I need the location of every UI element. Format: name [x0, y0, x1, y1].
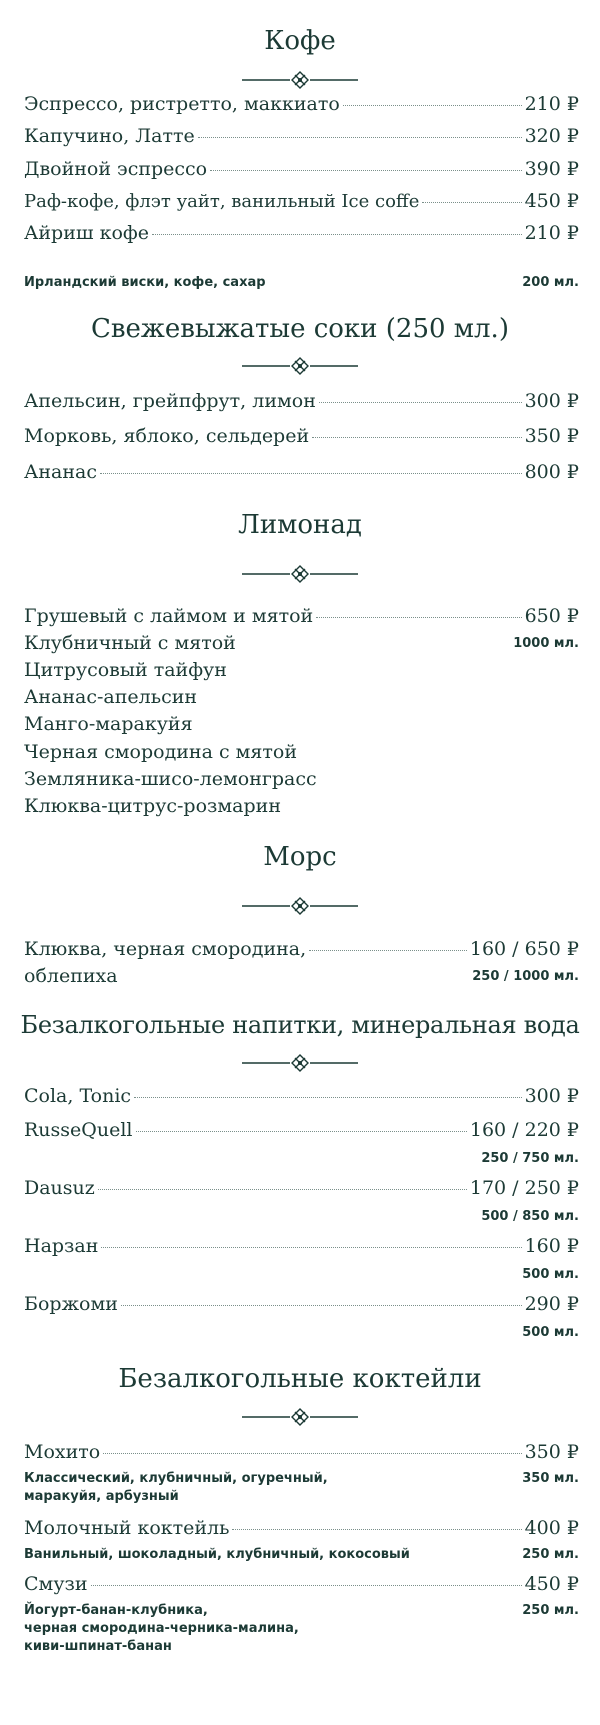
menu-item	[24, 389, 579, 413]
item-price: 160 / 220 ₽	[469, 1119, 579, 1141]
dot-leader	[103, 1453, 521, 1454]
dot-leader	[210, 170, 521, 171]
dot-leader	[198, 137, 522, 138]
item-price: 210 ₽	[524, 222, 579, 244]
dot-leader	[343, 105, 522, 106]
flavor-item: Манго-маракуйя	[24, 713, 193, 735]
item-volume: 350 мл.	[522, 1471, 579, 1486]
menu-item	[24, 1176, 579, 1200]
item-price: 650 ₽	[524, 605, 579, 627]
item-price: 170 / 250 ₽	[469, 1177, 579, 1199]
ornament-divider-icon	[240, 1407, 360, 1427]
item-name: Эспрессо, ристретто, маккиато	[24, 93, 340, 115]
item-price: 290 ₽	[524, 1293, 579, 1315]
item-price: 300 ₽	[524, 1085, 579, 1107]
item-price: 450 ₽	[524, 1573, 579, 1595]
menu-item	[24, 1234, 579, 1258]
dot-leader	[309, 950, 467, 951]
section-title-mors: Морс	[263, 842, 337, 872]
item-volume: 500 мл.	[522, 1267, 579, 1282]
dot-leader	[422, 202, 521, 203]
item-name: Апельсин, грейпфрут, лимон	[24, 390, 316, 412]
flavor-item: Клубничный с мятой	[24, 632, 236, 654]
item-note	[24, 274, 579, 292]
menu-item	[24, 124, 579, 148]
menu-item	[24, 1292, 579, 1316]
item-name: Клюква, черная смородина,	[24, 938, 307, 960]
item-price: 390 ₽	[524, 158, 579, 180]
dot-leader	[232, 1529, 521, 1530]
item-note	[24, 1546, 579, 1564]
section-title-cocktails: Безалкогольные коктейли	[118, 1364, 482, 1394]
item-volume: 250 / 1000 мл.	[472, 969, 579, 984]
menu-item	[24, 1516, 579, 1540]
item-note	[24, 1602, 579, 1656]
item-volume: 250 мл.	[522, 1603, 579, 1618]
item-price: 800 ₽	[524, 461, 579, 483]
section-title-lemonade: Лимонад	[238, 510, 362, 540]
menu-item	[24, 221, 579, 245]
menu-item	[24, 937, 579, 961]
item-name: Cola, Tonic	[24, 1085, 132, 1107]
ornament-divider-icon	[240, 564, 360, 584]
flavor-item: Цитрусовый тайфун	[24, 659, 227, 681]
flavor-item: Черная смородина с мятой	[24, 741, 298, 763]
item-volume: 200 мл.	[522, 275, 579, 290]
item-name: Нарзан	[24, 1235, 99, 1257]
item-name: Айриш кофе	[24, 222, 150, 244]
menu-item	[24, 92, 579, 116]
item-price: 160 / 650 ₽	[469, 938, 579, 960]
item-price: 300 ₽	[524, 390, 579, 412]
item-description: Ирландский виски, кофе, сахар	[24, 275, 266, 290]
dot-leader	[121, 1305, 522, 1306]
item-name: Двойной эспрессо	[24, 158, 208, 180]
item-volume: 250 / 750 мл.	[481, 1151, 579, 1166]
item-name: Морковь, яблоко, сельдерей	[24, 425, 310, 447]
item-volume: 250 мл.	[522, 1547, 579, 1562]
item-volume: 500 мл.	[522, 1325, 579, 1340]
item-volume: 500 / 850 мл.	[481, 1209, 579, 1224]
section-title-softdrinks: Безалкогольные напитки, минеральная вода	[20, 1011, 580, 1039]
menu-item	[24, 604, 579, 628]
item-description: Ванильный, шоколадный, клубничный, кокосовый	[24, 1547, 410, 1562]
item-name: Раф-кофе, флэт уайт, ванильный Ice coffe	[24, 191, 420, 212]
item-volume: 1000 мл.	[513, 636, 579, 651]
flavor-item: Клюква-цитрус-розмарин	[24, 795, 281, 817]
item-price: 160 ₽	[524, 1235, 579, 1257]
dot-leader	[101, 1247, 521, 1248]
flavor-item: Ананас-апельсин	[24, 686, 198, 708]
item-price: 350 ₽	[524, 425, 579, 447]
ornament-divider-icon	[240, 896, 360, 916]
item-name: Грушевый с лаймом и мятой	[24, 605, 314, 627]
item-price: 450 ₽	[524, 190, 579, 212]
dot-leader	[91, 1585, 522, 1586]
ornament-divider-icon	[240, 356, 360, 376]
ornament-divider-icon	[240, 1053, 360, 1073]
dot-leader	[319, 402, 522, 403]
item-description: Йогурт-банан-клубника, черная смородина-черника-малина, киви-шпинат-банан	[24, 1603, 299, 1654]
section-title-juices: Свежевыжатые соки (250 мл.)	[91, 314, 509, 344]
dot-leader	[136, 1131, 467, 1132]
dot-leader	[152, 234, 522, 235]
item-name: Dausuz	[24, 1177, 95, 1199]
item-name: Смузи	[24, 1573, 88, 1595]
menu-item	[24, 460, 579, 484]
ornament-divider-icon	[240, 70, 360, 90]
dot-leader	[98, 1189, 467, 1190]
item-name: Ананас	[24, 461, 98, 483]
item-price: 400 ₽	[524, 1517, 579, 1539]
item-name-continued: облепиха	[24, 965, 118, 987]
menu-item	[24, 1440, 579, 1464]
menu-item	[24, 1084, 579, 1108]
item-price: 210 ₽	[524, 93, 579, 115]
menu-item	[24, 189, 579, 214]
item-name: Мохито	[24, 1441, 101, 1463]
menu-item	[24, 1572, 579, 1596]
dot-leader	[316, 617, 521, 618]
item-name: Боржоми	[24, 1293, 118, 1315]
dot-leader	[134, 1097, 522, 1098]
item-name: RusseQuell	[24, 1119, 133, 1141]
menu-item	[24, 1118, 579, 1142]
menu-item	[24, 424, 579, 448]
item-price: 350 ₽	[524, 1441, 579, 1463]
dot-leader	[312, 437, 521, 438]
item-note	[24, 1470, 579, 1506]
item-description: Классический, клубничный, огуречный, маракуйя, арбузный	[24, 1471, 328, 1504]
item-price: 320 ₽	[524, 125, 579, 147]
item-name: Капучино, Латте	[24, 125, 195, 147]
section-title-coffee: Кофе	[264, 26, 336, 56]
dot-leader	[100, 473, 522, 474]
flavor-item: Земляника-шисо-лемонграсс	[24, 768, 317, 790]
menu-item	[24, 157, 579, 181]
item-name: Молочный коктейль	[24, 1517, 230, 1539]
